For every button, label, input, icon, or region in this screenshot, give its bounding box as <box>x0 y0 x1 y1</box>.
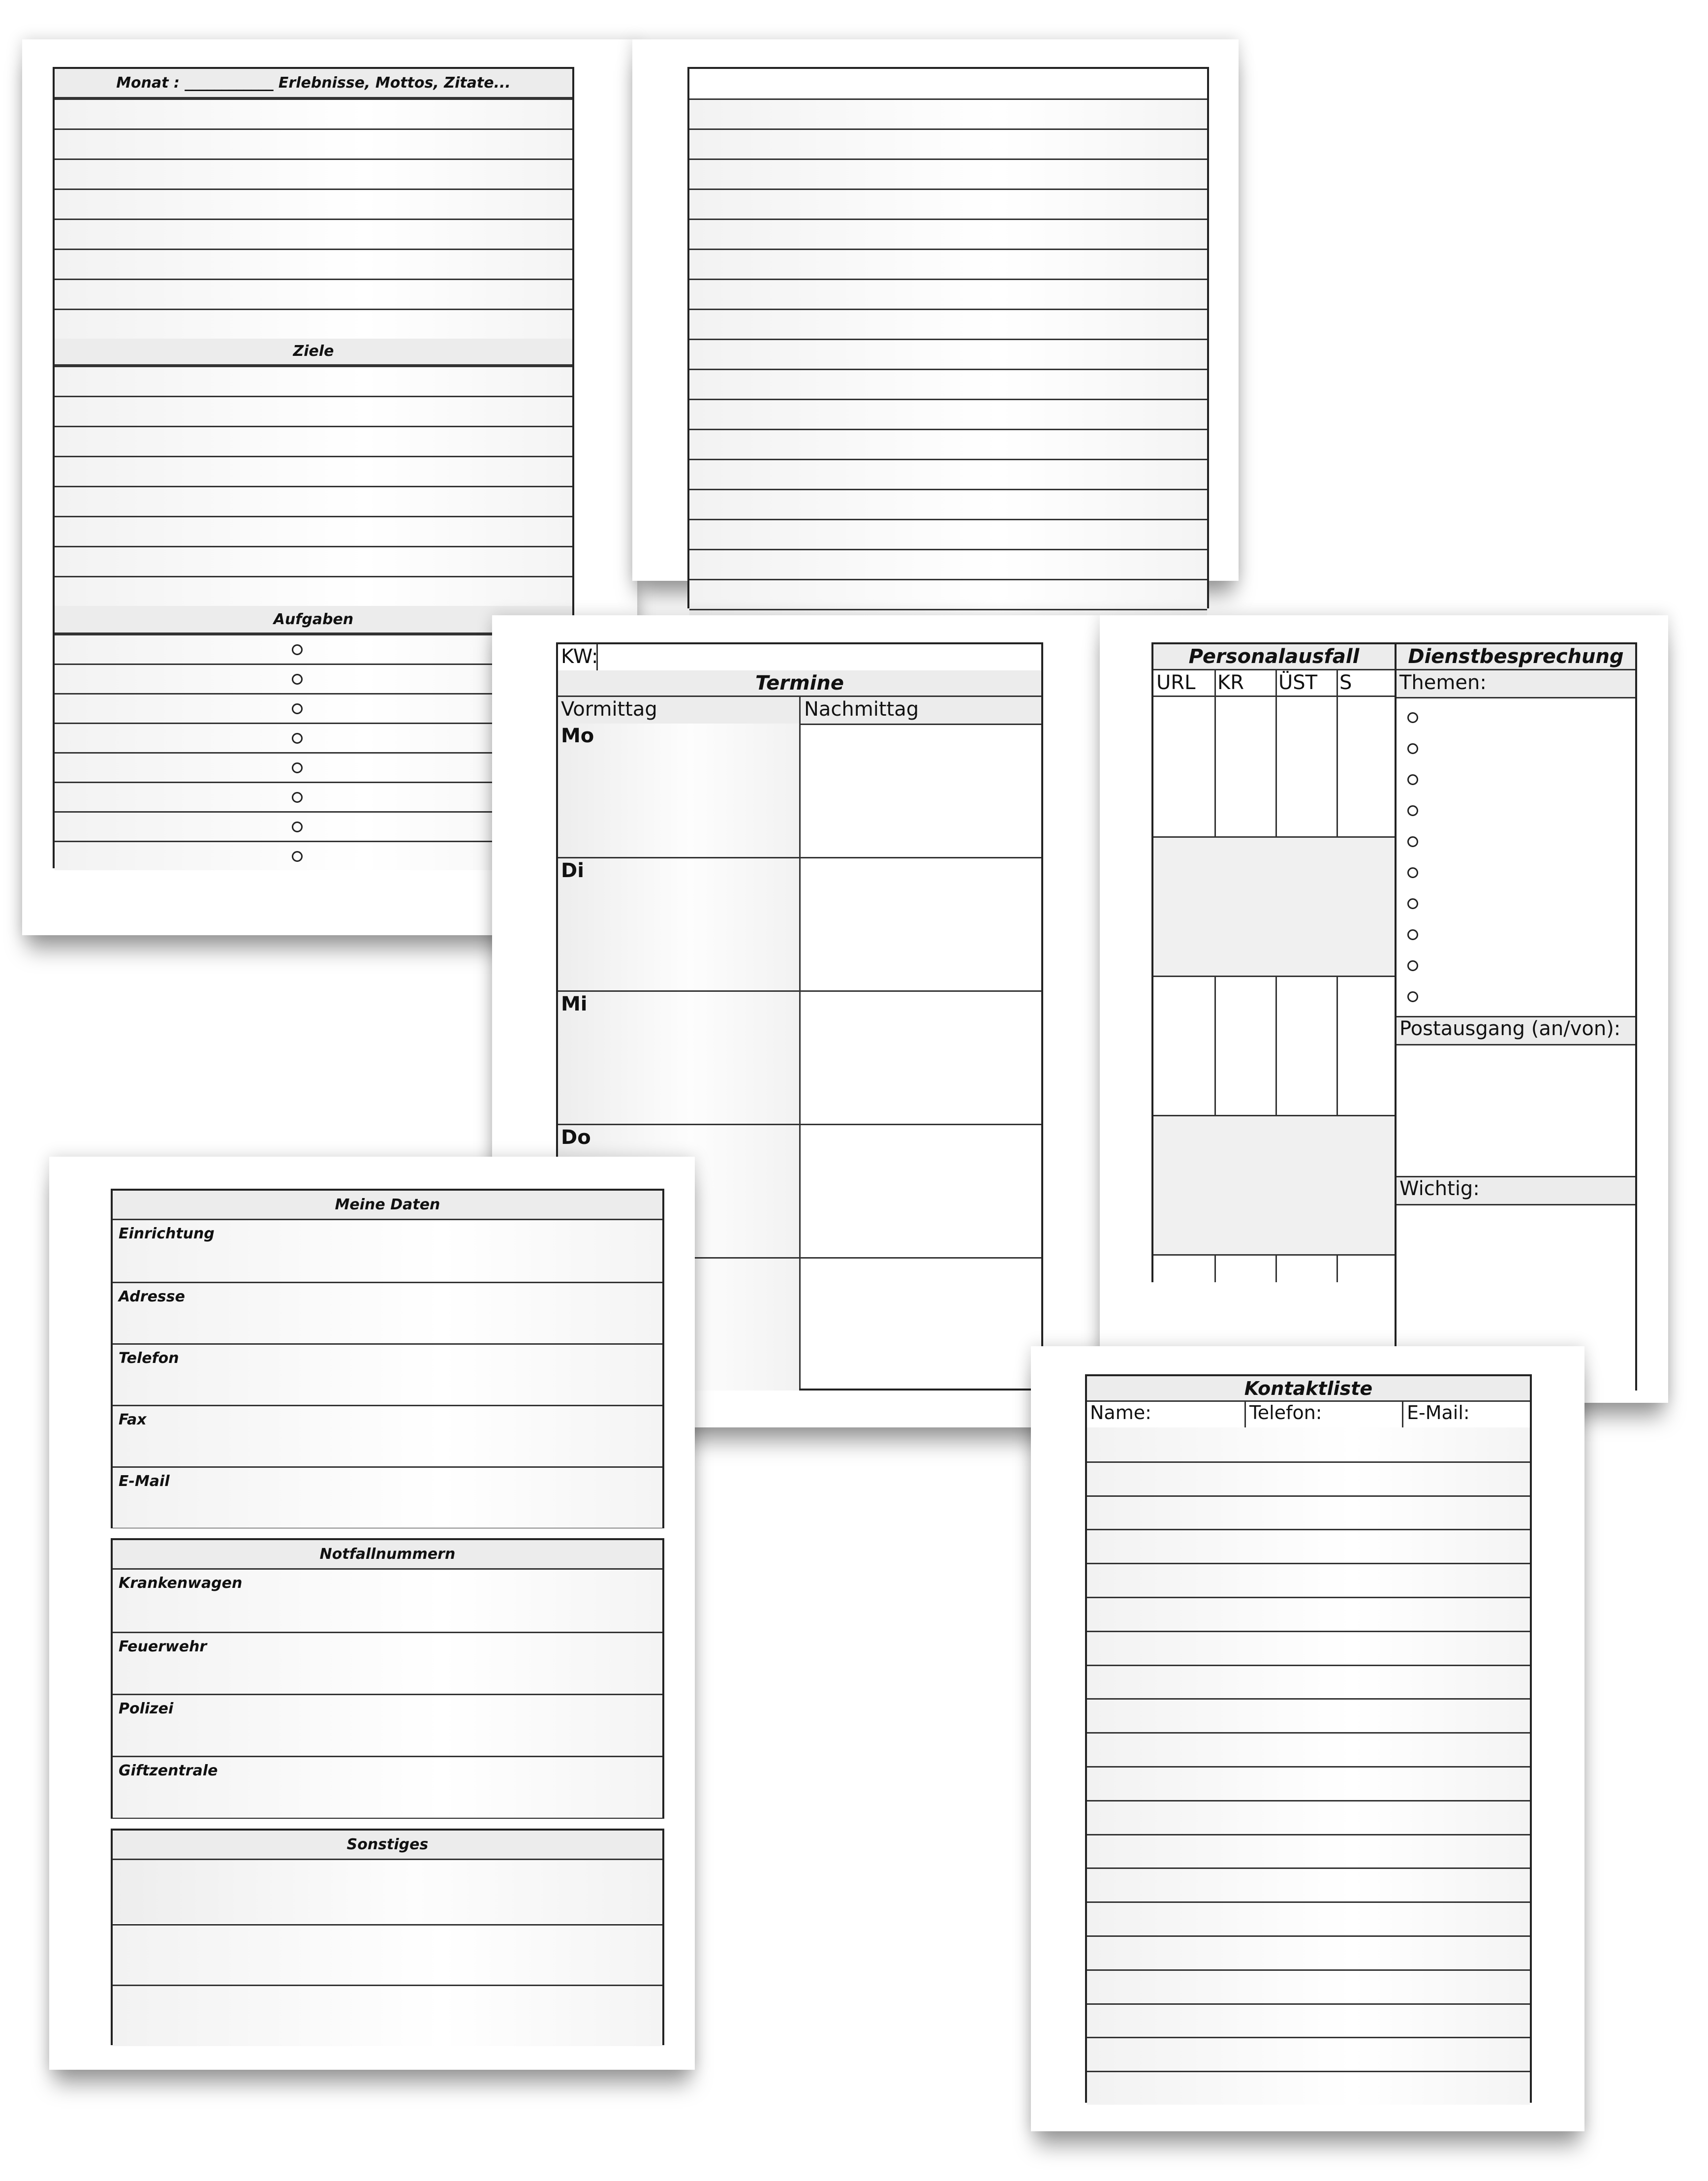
day-label: Do <box>561 1126 591 1149</box>
notes-line[interactable] <box>689 158 1207 189</box>
topic-checkbox-icon[interactable] <box>1407 805 1418 816</box>
goals-line[interactable] <box>55 546 572 576</box>
contact-row[interactable] <box>1087 1732 1530 1766</box>
day-row[interactable] <box>558 990 1041 1124</box>
appointments-header: Termine <box>558 670 1041 697</box>
contact-row[interactable] <box>1087 1427 1530 1461</box>
notes-line[interactable] <box>55 309 572 339</box>
topic-checkbox-icon[interactable] <box>1407 898 1418 909</box>
misc-header: Sonstiges <box>113 1831 662 1860</box>
emergency-field[interactable] <box>113 1694 662 1756</box>
contact-row[interactable] <box>1087 1867 1530 1901</box>
tasks-header: Aufgaben <box>55 603 572 634</box>
contacts-page <box>1031 1346 1584 2131</box>
day-label: Mi <box>561 993 588 1015</box>
staff-col-label: KR <box>1217 671 1244 694</box>
topic-checkbox-icon[interactable] <box>1407 929 1418 940</box>
staff-absence-header: Personalausfall <box>1153 644 1395 670</box>
contact-row[interactable] <box>1087 2071 1530 2105</box>
my-data-field-label: E-Mail <box>119 1473 170 1490</box>
day-label: Mo <box>561 725 594 747</box>
my-data-field-label: Einrichtung <box>119 1225 215 1242</box>
notes-line[interactable] <box>689 549 1207 579</box>
my-data-field-label: Telefon <box>119 1350 179 1367</box>
my-data-field-label: Fax <box>119 1411 147 1428</box>
contact-row[interactable] <box>1087 2037 1530 2071</box>
staff-row[interactable] <box>1153 976 1395 1115</box>
day-row[interactable] <box>558 857 1041 990</box>
notes-line[interactable] <box>689 519 1207 549</box>
notes-line[interactable] <box>55 279 572 309</box>
contacts-col-email: E-Mail: <box>1407 1402 1470 1423</box>
topic-checkbox-icon[interactable] <box>1407 743 1418 754</box>
misc-frame <box>111 1829 664 2045</box>
meeting-frame <box>1395 642 1637 1391</box>
contact-row[interactable] <box>1087 1901 1530 1935</box>
emergency-frame <box>111 1538 664 1819</box>
contact-row[interactable] <box>1087 1563 1530 1597</box>
notes-line[interactable] <box>689 399 1207 429</box>
goals-line[interactable] <box>55 426 572 456</box>
notes-line[interactable] <box>55 249 572 279</box>
monthly-header: Monat : ____________ Erlebnisse, Mottos, Zitate... <box>55 69 572 98</box>
notes-line[interactable] <box>689 128 1207 158</box>
kw-label: KW: <box>561 645 598 668</box>
task-checkbox-icon[interactable] <box>292 674 303 685</box>
day-morning-cell[interactable] <box>558 724 799 857</box>
contact-row[interactable] <box>1087 1935 1530 1969</box>
staff-frame <box>1151 642 1397 1282</box>
goals-header: Ziele <box>55 335 572 366</box>
topic-checkbox-icon[interactable] <box>1407 774 1418 785</box>
staff-col-label: S <box>1339 671 1352 694</box>
afternoon-label: Nachmittag <box>804 698 919 721</box>
monthly-page-right <box>632 39 1239 581</box>
notes-line[interactable] <box>55 98 572 128</box>
contact-row[interactable] <box>1087 1800 1530 1834</box>
topics-label: Themen: <box>1399 671 1487 694</box>
weekly-page-right <box>1100 615 1668 1403</box>
notes-line[interactable] <box>689 459 1207 489</box>
contacts-col-name: Name: <box>1090 1402 1151 1423</box>
notes-line[interactable] <box>689 339 1207 369</box>
misc-row[interactable] <box>113 1860 662 1923</box>
emergency-field[interactable] <box>113 1570 662 1632</box>
notes-line[interactable] <box>689 489 1207 519</box>
contact-row[interactable] <box>1087 1766 1530 1800</box>
emergency-field-label: Polizei <box>119 1700 174 1717</box>
notes-line[interactable] <box>55 158 572 189</box>
contacts-col-phone: Telefon: <box>1249 1402 1322 1423</box>
topic-checkbox-icon[interactable] <box>1407 867 1418 878</box>
notes-line[interactable] <box>689 429 1207 459</box>
misc-row[interactable] <box>113 1985 662 2046</box>
my-data-field[interactable] <box>113 1220 662 1282</box>
morning-label: Vormittag <box>561 698 657 721</box>
my-data-field[interactable] <box>113 1466 662 1528</box>
day-morning-cell[interactable] <box>558 992 799 1124</box>
task-checkbox-icon[interactable] <box>292 851 303 862</box>
task-checkbox-icon[interactable] <box>292 792 303 803</box>
task-checkbox-icon[interactable] <box>292 733 303 744</box>
task-checkbox-icon[interactable] <box>292 822 303 832</box>
my-data-field-label: Adresse <box>119 1288 185 1305</box>
my-data-field[interactable] <box>113 1405 662 1466</box>
notes-line[interactable] <box>689 98 1207 128</box>
emergency-field[interactable] <box>113 1756 662 1818</box>
contact-row[interactable] <box>1087 1529 1530 1563</box>
notes-line[interactable] <box>689 369 1207 399</box>
emergency-field-label: Feuerwehr <box>119 1638 207 1655</box>
my-data-field[interactable] <box>113 1343 662 1405</box>
topic-checkbox-icon[interactable] <box>1407 960 1418 971</box>
my-data-header: Meine Daten <box>113 1191 662 1220</box>
staff-row[interactable] <box>1153 697 1395 836</box>
notes-line[interactable] <box>689 249 1207 279</box>
topic-checkbox-icon[interactable] <box>1407 991 1418 1002</box>
emergency-field-label: Giftzentrale <box>119 1762 218 1779</box>
task-checkbox-icon[interactable] <box>292 762 303 773</box>
day-row[interactable] <box>558 724 1041 857</box>
contact-row[interactable] <box>1087 1834 1530 1868</box>
contact-row[interactable] <box>1087 1495 1530 1529</box>
contact-row[interactable] <box>1087 1597 1530 1631</box>
staff-cols-header <box>1153 670 1395 697</box>
important-label: Wichtig: <box>1399 1177 1480 1200</box>
notes-line[interactable] <box>55 128 572 158</box>
task-checkbox-icon[interactable] <box>292 703 303 714</box>
my-data-field[interactable] <box>113 1282 662 1343</box>
notes-line[interactable] <box>689 309 1207 339</box>
notes-line[interactable] <box>689 189 1207 219</box>
kw-divider <box>596 644 598 670</box>
my-data-page <box>49 1157 695 2070</box>
contacts-header: Kontaktliste <box>1087 1376 1530 1402</box>
goals-line[interactable] <box>55 396 572 426</box>
notes-line[interactable] <box>689 279 1207 309</box>
contact-row[interactable] <box>1087 1461 1530 1495</box>
topic-checkbox-icon[interactable] <box>1407 712 1418 723</box>
contacts-frame <box>1085 1374 1532 2103</box>
staff-col-label: ÜST <box>1278 671 1318 694</box>
day-label: Di <box>561 859 584 882</box>
contact-row[interactable] <box>1087 1665 1530 1699</box>
task-checkbox-icon[interactable] <box>292 644 303 655</box>
topic-checkbox-icon[interactable] <box>1407 836 1418 847</box>
contact-row[interactable] <box>1087 1969 1530 2003</box>
goals-line[interactable] <box>55 456 572 486</box>
emergency-field[interactable] <box>113 1632 662 1694</box>
staff-col-label: URL <box>1156 671 1196 694</box>
notes-frame <box>687 67 1209 608</box>
notes-line[interactable] <box>55 219 572 249</box>
day-morning-cell[interactable] <box>558 858 799 990</box>
goals-line[interactable] <box>55 516 572 546</box>
emergency-header: Notfallnummern <box>113 1540 662 1570</box>
staff-row[interactable] <box>1153 1115 1395 1254</box>
goals-line[interactable] <box>55 486 572 516</box>
contact-row[interactable] <box>1087 2003 1530 2037</box>
misc-row[interactable] <box>113 1924 662 1986</box>
meeting-header: Dienstbesprechung <box>1397 644 1635 670</box>
my-data-frame <box>111 1189 664 1528</box>
contact-row[interactable] <box>1087 1698 1530 1732</box>
staff-row[interactable] <box>1153 836 1395 976</box>
contact-row[interactable] <box>1087 1631 1530 1665</box>
emergency-field-label: Krankenwagen <box>119 1575 243 1592</box>
notes-line[interactable] <box>689 219 1207 249</box>
notes-line[interactable] <box>689 579 1207 609</box>
goals-line[interactable] <box>55 366 572 396</box>
notes-line[interactable] <box>55 189 572 219</box>
goals-line[interactable] <box>55 576 572 606</box>
outgoing-mail-label: Postausgang (an/von): <box>1399 1017 1621 1040</box>
